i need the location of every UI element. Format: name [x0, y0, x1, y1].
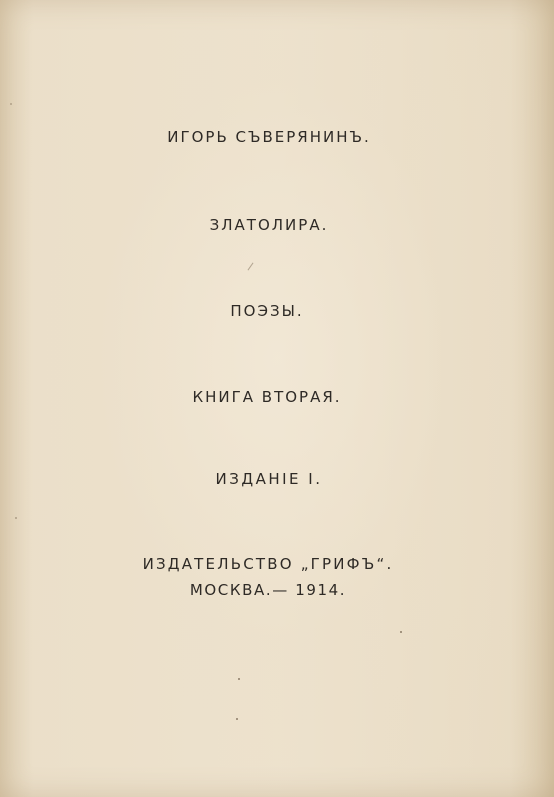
genre-label: ПОЭЗЫ.	[230, 302, 304, 320]
publisher-label: ИЗДАТЕЛЬСТВО „ГРИФЪ“.	[142, 555, 394, 573]
paper-speck	[10, 103, 12, 105]
paper-speck	[15, 517, 17, 519]
paper-speck	[400, 631, 402, 633]
paper-fiber	[248, 263, 254, 271]
author-name: ИГОРЬ СЪВЕРЯНИНЪ.	[167, 128, 371, 146]
book-title: ЗЛАТОЛИРА.	[209, 216, 329, 234]
paper-speck	[236, 718, 238, 720]
volume-label: КНИГА ВТОРАЯ.	[192, 388, 342, 406]
imprint-place-year: МОСКВА.— 1914.	[189, 581, 347, 599]
paper-speck	[238, 678, 240, 680]
edition-label: ИЗДАНІЕ I.	[215, 470, 323, 488]
